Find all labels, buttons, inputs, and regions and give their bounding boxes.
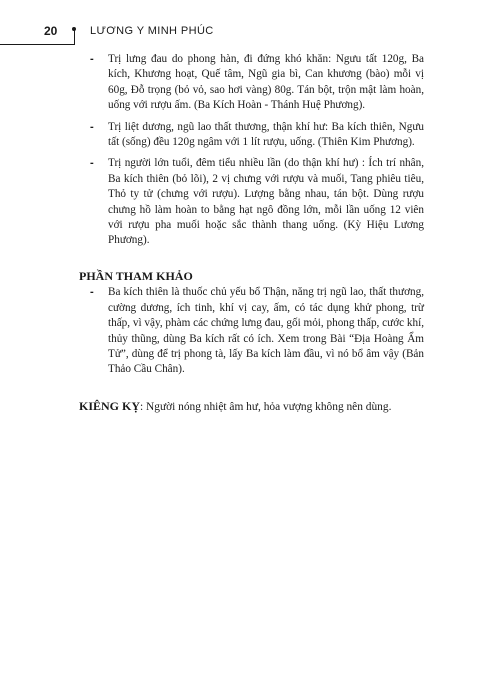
page-content <box>79 52 424 415</box>
reference-text: Ba kích thiên là thuốc chủ yếu bổ Thận, năng trị ngũ lao, thất thương, cường dương, ích tinh, khí vị cay, ấm, có tác dụng khử phong, trừ thấp, vì vậy, phàm các chứng lưng đau, gối mỏi, phong thấp, cước khí, thủy thũng, dùng Ba kích rất có ích. Xem trong Bài “Địa Hoàng Ẩm Tử”, dùng để trị phong tà, lấy Ba kích làm đầu, vì nó bổ âm vậy (Bản Thảo Cầu Chân). <box>108 286 424 376</box>
bullet: - <box>90 157 94 170</box>
header-ornament <box>72 27 76 45</box>
page-header <box>0 24 490 48</box>
reference-item <box>84 285 424 377</box>
running-title: LƯƠNG Y MINH PHÚC <box>90 25 214 37</box>
header-rule <box>0 44 74 45</box>
bullet: - <box>90 53 94 65</box>
remedy-text: Trị người lớn tuổi, đêm tiểu nhiều lần (do thận khí hư) : Ích trí nhân, Ba kích thiên (bỏ lõi), 2 vị chưng với rượu và muối, Tang phiêu tiêu, Thỏ ty tử (chưng với rượu). Lượng bằng nhau, tán bột. Dùng rượu chưng hồ làm hoàn to bằng hạt ngô đồng lớn, mỗi lần uống 12 viên với rượu pha muối hoặc sắc thành thang uống. (Kỳ Hiệu Lương Phương). <box>108 157 424 247</box>
remedy-text: Trị liệt dương, ngũ lao thất thương, thận khí hư: Ba kích thiên, Ngưu tất (sống) đều 120g ngâm với 1 lít rượu, uống. (Thiên Kim Phương). <box>108 120 424 149</box>
remedy-item <box>84 120 424 151</box>
remedy-item <box>84 52 424 114</box>
section-title-reference: PHẦN THAM KHẢO <box>79 268 193 283</box>
bullet: - <box>90 286 94 299</box>
page-number: 20 <box>44 24 58 38</box>
contraindication-text: : Người nóng nhiệt âm hư, hỏa vượng không nên dùng. <box>140 400 392 413</box>
contraindication <box>79 399 424 415</box>
remedy-text: Trị lưng đau do phong hàn, đi đứng khó khăn: Ngưu tất 120g, Ba kích, Khương hoạt, Quế tâm, Ngũ gia bì, Can khương (bào) mỗi vị 60g, Đỗ trọng (bỏ vỏ, sao hơi vàng) 80g. Tán bột, trộn mật làm hoàn, uống với rượu ấm. (Ba Kích Hoàn - Thánh Huệ Phương). <box>108 53 424 112</box>
contraindication-label: KIÊNG KỴ <box>79 398 141 413</box>
remedy-item <box>84 156 424 248</box>
bullet: - <box>90 120 94 133</box>
